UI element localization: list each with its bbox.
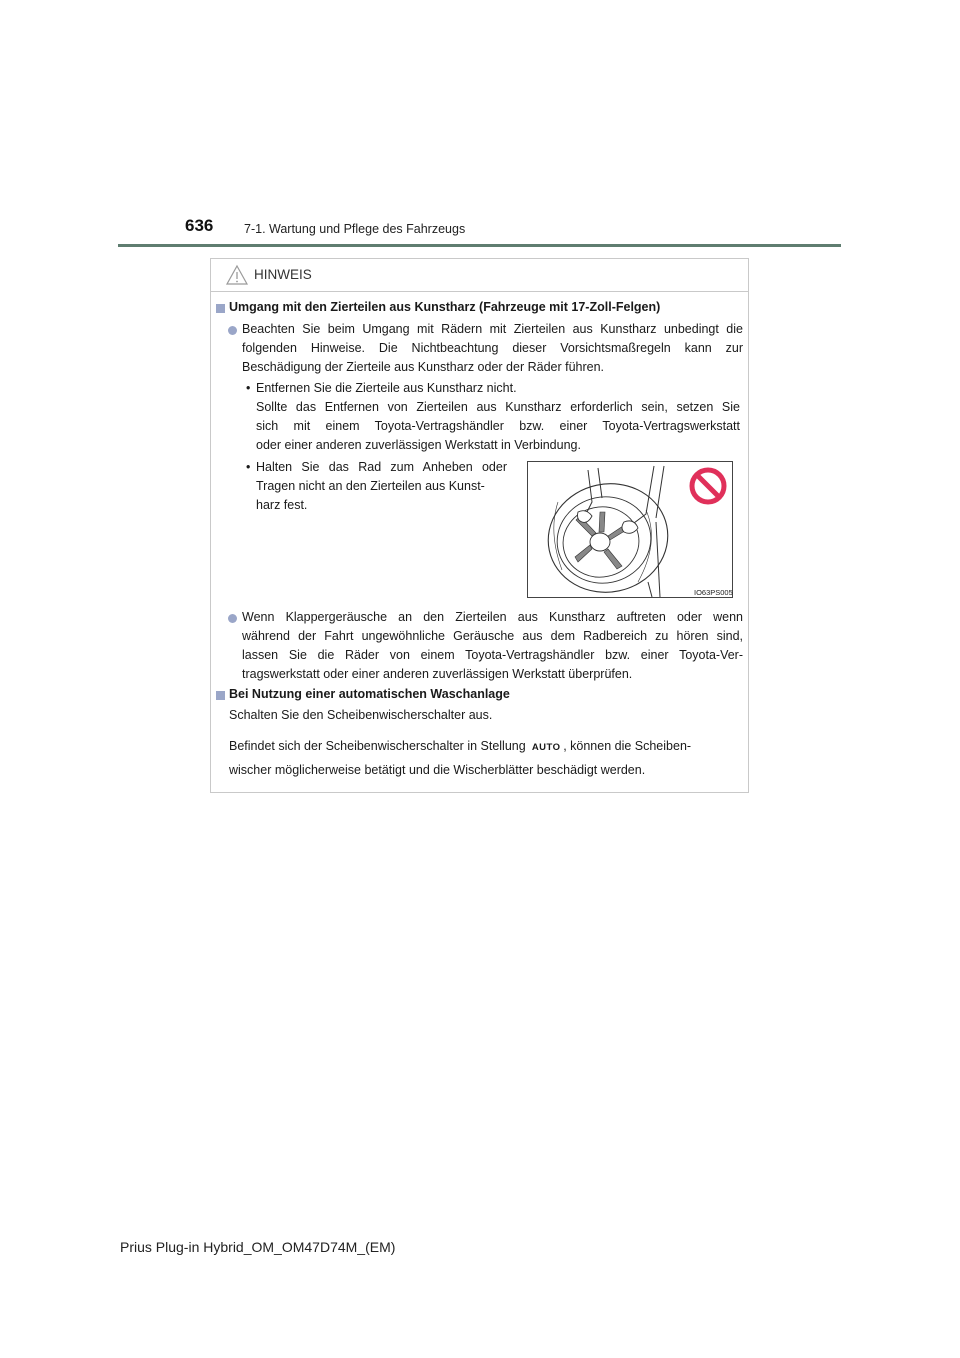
text-before-symbol: Befindet sich der Scheibenwischerschalter in Stellung xyxy=(229,739,526,753)
paragraph-line: lassen Sie die Räder von einem Toyota-Vertragshändler bzw. einer Toyota-Ver- xyxy=(242,648,743,662)
warning-triangle-icon xyxy=(225,264,249,286)
sub-paragraph-line: oder einer anderen zuverlässigen Werkstatt in Verbindung. xyxy=(256,438,581,452)
section-heading-car-wash: Bei Nutzung einer automatischen Waschanlage xyxy=(229,687,510,701)
footer-manual-id: Prius Plug-in Hybrid_OM_OM47D74M_(EM) xyxy=(120,1239,396,1255)
figure-label: IO63PS005 xyxy=(694,588,733,597)
section-marker-square xyxy=(216,304,225,313)
wheel-illustration xyxy=(528,462,732,597)
sub-paragraph-line: sich mit einem Toyota-Vertragshändler bzw. einer Toyota-Vertragswerkstatt xyxy=(256,419,740,433)
sub-paragraph-line: Tragen nicht an den Zierteilen aus Kunst- xyxy=(256,479,485,493)
page-number: 636 xyxy=(185,216,214,235)
text-after-symbol: , können die Scheiben- xyxy=(563,739,692,753)
header-rule xyxy=(118,244,841,247)
notice-box xyxy=(210,258,749,793)
prohibition-icon xyxy=(692,470,724,502)
paragraph-line: Wenn Klappergeräusche an den Zierteilen aus Kunstharz auftreten oder wenn xyxy=(242,610,743,624)
paragraph-line: während der Fahrt ungewöhnliche Geräusche aus dem Radbereich zu hören sind, xyxy=(242,629,743,643)
bullet-dot: • xyxy=(246,460,251,474)
paragraph-line: Beschädigung der Zierteile aus Kunstharz oder der Räder führen. xyxy=(242,360,605,374)
sub-paragraph-line: harz fest. xyxy=(256,498,308,512)
section-heading-resin-parts: Umgang mit den Zierteilen aus Kunstharz (Fahrzeuge mit 17-Zoll-Felgen) xyxy=(229,300,661,314)
point-marker-circle xyxy=(228,614,237,623)
paragraph-line-with-symbol xyxy=(229,737,691,758)
paragraph-line: Schalten Sie den Scheibenwischerschalter aus. xyxy=(229,708,493,722)
paragraph-line: Beachten Sie beim Umgang mit Rädern mit Zierteilen aus Kunstharz unbedingt die xyxy=(242,322,743,336)
paragraph-line: tragswerkstatt oder einer anderen zuverlässigen Werkstatt überprüfen. xyxy=(242,667,633,681)
bullet-dot: • xyxy=(246,381,251,395)
notice-title: HINWEIS xyxy=(254,267,312,282)
paragraph-line: folgenden Hinweise. Die Nichtbeachtung dieser Vorsichtsmaßregeln kann zur xyxy=(242,341,743,355)
sub-paragraph-line: Sollte das Entfernen von Zierteilen aus Kunstharz erforderlich sein, setzen Sie xyxy=(256,400,740,414)
sub-paragraph-line: Halten Sie das Rad zum Anheben oder xyxy=(256,460,507,474)
point-marker-circle xyxy=(228,326,237,335)
auto-mode-symbol: AUTO xyxy=(531,742,561,753)
notice-header xyxy=(211,259,748,292)
section-title: 7-1. Wartung und Pflege des Fahrzeugs xyxy=(244,222,466,236)
section-marker-square xyxy=(216,691,225,700)
sub-paragraph-line: Entfernen Sie die Zierteile aus Kunstharz nicht. xyxy=(256,381,517,395)
paragraph-line: wischer möglicherweise betätigt und die Wischerblätter beschädigt werden. xyxy=(229,763,646,777)
wheel-handling-figure xyxy=(527,461,733,598)
